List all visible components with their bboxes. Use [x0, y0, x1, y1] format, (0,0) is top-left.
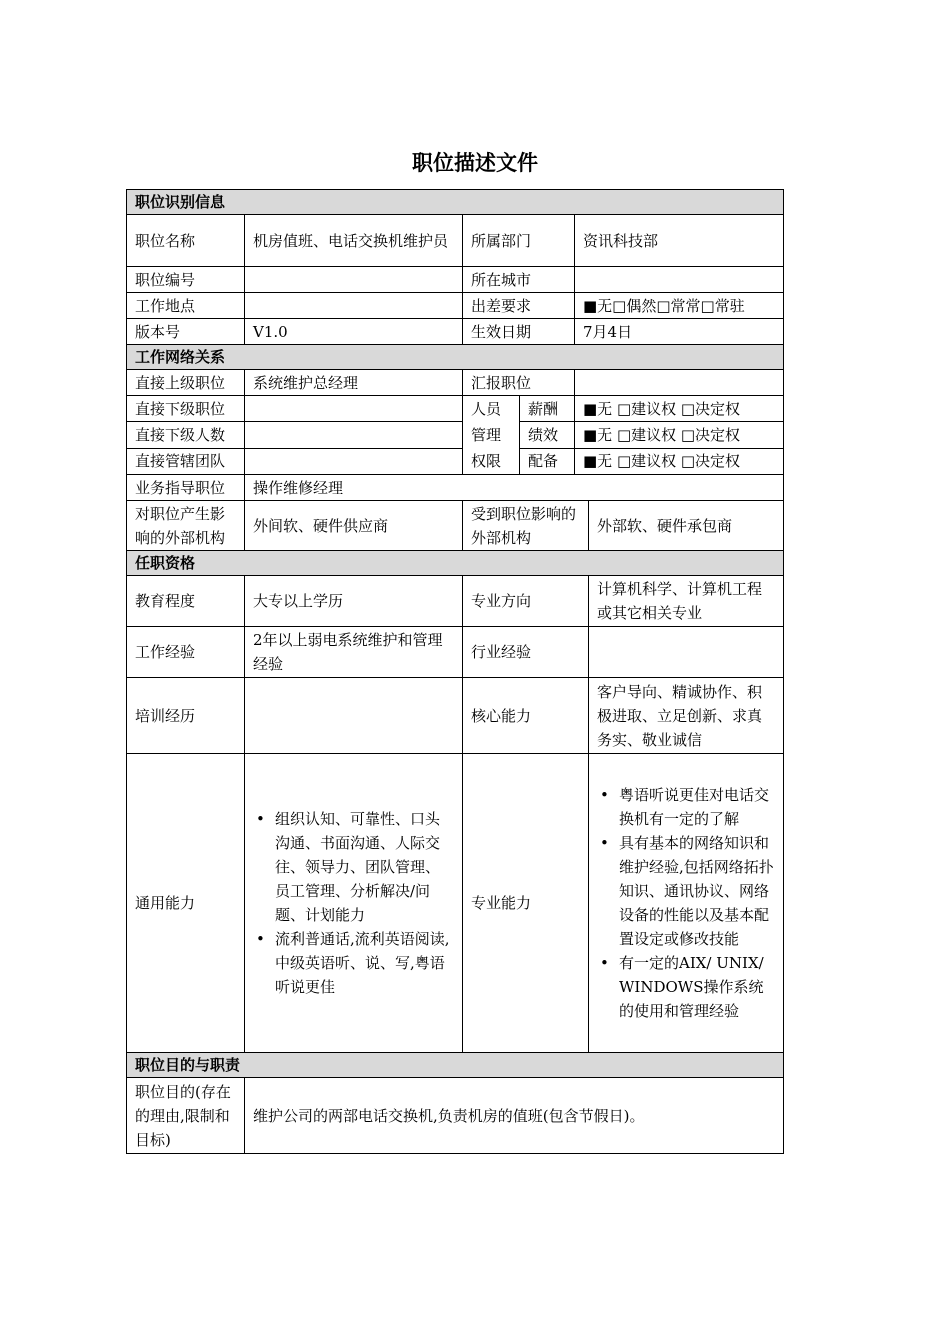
city-value: [575, 267, 784, 293]
guidance-value: 操作维修经理: [245, 475, 784, 501]
dept-value: 资讯科技部: [575, 215, 784, 267]
report-label: 汇报职位: [463, 370, 575, 396]
travel-label: 出差要求: [463, 293, 575, 319]
influenced-label: 受到职位影响的外部机构: [463, 501, 589, 551]
salary-authority: ■无 □建议权 □决定权: [575, 396, 784, 422]
authority-label-line1: 人员: [471, 400, 502, 418]
education-value: 大专以上学历: [245, 576, 463, 627]
general-ability-item: • 流利普通话,流利英语阅读,中级英语听、说、写,粤语听说更佳: [275, 927, 454, 999]
job-description-table: [126, 189, 784, 1154]
effective-date-label: 生效日期: [463, 319, 575, 345]
core-label: 核心能力: [463, 678, 589, 754]
location-label: 工作地点: [127, 293, 245, 319]
document-title: 职位描述文件: [412, 151, 538, 175]
professional-label: 专业能力: [463, 754, 589, 1053]
professional-ability-item: • 具有基本的网络知识和维护经验,包括网络拓扑知识、通讯协议、网络设备的性能以及基本配置设定或修改技能: [619, 831, 775, 951]
section-purpose: 职位目的与职责: [127, 1053, 784, 1078]
performance-label: 绩效: [520, 422, 575, 448]
job-name-label: 职位名称: [127, 215, 245, 267]
professional-ability-list: [597, 783, 775, 1023]
professional-abilities: [589, 754, 784, 1053]
travel-value: ■无□偶然□常常□常驻: [575, 293, 784, 319]
industry-label: 行业经验: [463, 627, 589, 678]
professional-ability-item: • 有一定的AIX/ UNIX/WINDOWS操作系统的使用和管理经验: [619, 951, 775, 1023]
influenced-value: 外部软、硬件承包商: [589, 501, 784, 551]
report-value: [575, 370, 784, 396]
version-value: V1.0: [245, 319, 463, 345]
section-identification: 职位识别信息: [127, 190, 784, 215]
staffing-authority: ■无 □建议权 □决定权: [575, 448, 784, 474]
purpose-value: 维护公司的两部电话交换机,负责机房的值班(包含节假日)。: [245, 1078, 784, 1154]
job-name-value: 机房值班、电话交换机维护员: [245, 215, 463, 267]
core-value: 客户导向、精诚协作、积极进取、立足创新、求真务实、敬业诚信: [589, 678, 784, 754]
version-label: 版本号: [127, 319, 245, 345]
experience-label: 工作经验: [127, 627, 245, 678]
team-value: [245, 448, 463, 474]
team-label: 直接管辖团队: [127, 448, 245, 474]
influence-out-value: 外间软、硬件供应商: [245, 501, 463, 551]
authority-label-line2: 管理: [471, 426, 502, 444]
city-label: 所在城市: [463, 267, 575, 293]
location-value: [245, 293, 463, 319]
training-label: 培训经历: [127, 678, 245, 754]
guidance-label: 业务指导职位: [127, 475, 245, 501]
subordinate-label: 直接下级职位: [127, 396, 245, 422]
superior-value: 系统维护总经理: [245, 370, 463, 396]
experience-value: 2年以上弱电系统维护和管理经验: [245, 627, 463, 678]
subordinate-value: [245, 396, 463, 422]
authority-label: [463, 396, 520, 475]
section-network: 工作网络关系: [127, 345, 784, 370]
dept-label: 所属部门: [463, 215, 575, 267]
general-ability-item: • 组织认知、可靠性、口头沟通、书面沟通、人际交往、领导力、团队管理、员工管理、分析解决/问题、计划能力: [275, 807, 454, 927]
superior-label: 直接上级职位: [127, 370, 245, 396]
performance-authority: ■无 □建议权 □决定权: [575, 422, 784, 448]
education-label: 教育程度: [127, 576, 245, 627]
purpose-label: 职位目的(存在的理由,限制和目标): [127, 1078, 245, 1154]
industry-value: [589, 627, 784, 678]
general-ability-list: [253, 807, 454, 999]
major-value: 计算机科学、计算机工程或其它相关专业: [589, 576, 784, 627]
major-label: 专业方向: [463, 576, 589, 627]
effective-date-value: 7月4日: [575, 319, 784, 345]
training-value: [245, 678, 463, 754]
sub-count-label: 直接下级人数: [127, 422, 245, 448]
section-qualification: 任职资格: [127, 551, 784, 576]
staffing-label: 配备: [520, 448, 575, 474]
job-no-label: 职位编号: [127, 267, 245, 293]
influence-out-label: 对职位产生影响的外部机构: [127, 501, 245, 551]
salary-label: 薪酬: [520, 396, 575, 422]
general-abilities: [245, 754, 463, 1053]
sub-count-value: [245, 422, 463, 448]
general-label: 通用能力: [127, 754, 245, 1053]
authority-label-line3: 权限: [471, 452, 502, 470]
professional-ability-item: • 粤语听说更佳对电话交换机有一定的了解: [619, 783, 775, 831]
job-no-value: [245, 267, 463, 293]
